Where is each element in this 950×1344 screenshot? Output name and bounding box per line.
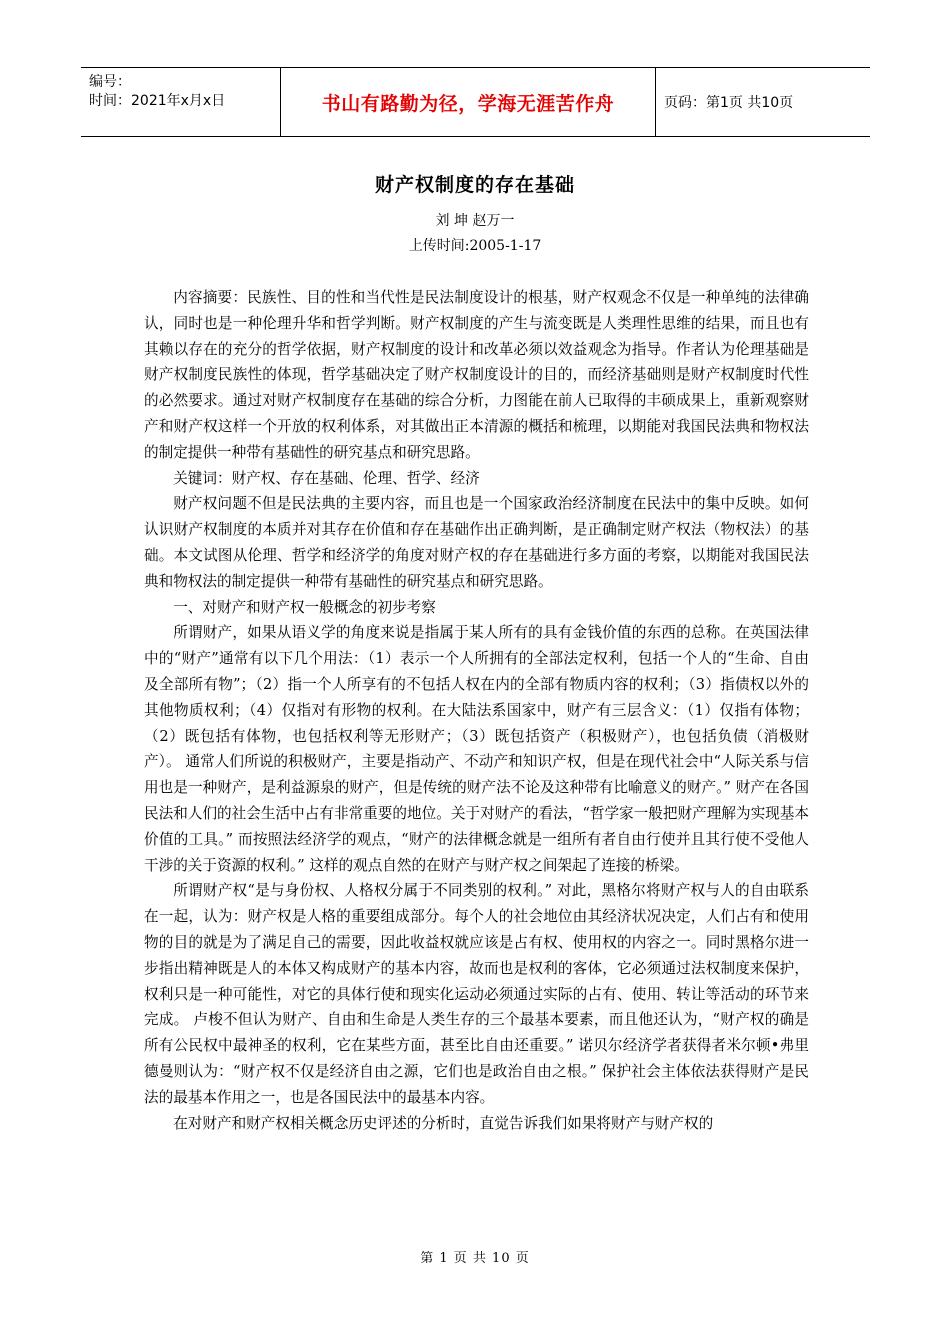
abstract-paragraph: 内容摘要：民族性、目的性和当代性是民法制度设计的根基，财产权观念不仅是一种单纯的法律确认，同时也是一种伦理升华和哲学判断。财产权制度的产生与流变既是人类理性思维的结果，而且也有其赖以存在的充分的哲学依据，财产权制度的设计和改革必须以效益观念为指导。作者认为伦理基础是财产权制度民族性的体现，哲学基础决定了财产权制度设计的目的，而经济基础则是财产权制度时代性的必然要求。通过对财产权制度存在基础的综合分析，力图能在前人已取得的丰硕成果上，重新观察财产和财产权这样一个开放的权利体系，对其做出正本清源的概括和梳理，以期能对我国民法典和物权法的制定提供一种带有基础性的研究基点和研究思路。 xyxy=(144,289,809,461)
body-paragraph: 所谓财产权“是与身份权、人格权分属于不同类别的权利。” 对此，黑格尔将财产权与人的自由联系在一起，认为：财产权是人格的重要组成部分。每个人的社会地位由其经济状况决定，人们占有和使用物的目的就是为了满足自己的需要，因此收益权就应该是占有权、使用权的内容之一。同时黑格尔进一步指出精神既是人的本体又构成财产的基本内容，故而也是权利的客体，它必须通过法权制度来保护，权利只是一种可能性，对它的具体行使和现实化运动必须通过实际的占有、使用、转让等活动的环节来完成。 卢梭不但认为财产、自由和生命是人类生存的三个最基本要素，而且他还认为，“财产权的确是所有公民权中最神圣的权利，它在某些方面，甚至比自由还重要。” 诺贝尔经济学者获得者米尔顿•弗里德曼则认为：“财产权不仅是经济自由之源，它们也是政治自由之根。” 保护社会主体依法获得财产是民法的最基本作用之一，也是各国民法中的最基本内容。 xyxy=(144,882,809,1106)
keywords-paragraph: 关键词：财产权、存在基础、伦理、哲学、经济 xyxy=(173,469,480,487)
section-heading: 一、对财产和财产权一般概念的初步考察 xyxy=(173,598,436,616)
article-upload-time: 上传时间:2005-1-17 xyxy=(408,238,542,254)
page-footer: 第 1 页 共 10 页 xyxy=(420,1251,530,1266)
number-label: 编号： xyxy=(89,74,131,90)
header-info-cell xyxy=(81,68,281,136)
body-paragraph: 财产权问题不但是民法典的主要内容，而且也是一个国家政治经济制度在民法中的集中反映。如何认识财产权制度的本质并对其存在价值和存在基础作出正确判断，是正确制定财产权法（物权法）的基础。本文试图从伦理、哲学和经济学的角度对财产权的存在基础进行多方面的考察，以期能对我国民法典和物权法的制定提供一种带有基础性的研究基点和研究思路。 xyxy=(144,495,809,590)
article-title: 财产权制度的存在基础 xyxy=(374,174,575,196)
article-body xyxy=(144,285,809,1136)
document-header xyxy=(81,67,870,137)
body-paragraph: 所谓财产，如果从语义学的角度来说是指属于某人所有的具有金钱价值的东西的总称。在英国法律中的“财产”通常有以下几个用法：（1）表示一个人所拥有的全部法定权利，包括一个人的“生命、自由及全部所有物”；（2）指一个人所享有的不包括人权在内的全部有物质内容的权利；（3）指债权以外的其他物质权利；（4）仅指对有形物的权利。在大陆法系国家中，财产有三层含义：（1）仅指有体物；（2）既包括有体物，也包括权利等无形财产；（3）既包括资产（积极财产），也包括负债（消极财产）。 通常人们所说的积极财产，主要是指动产、不动产和知识产权，但是在现代社会中“人际关系与信用也是一种财产，是利益源泉的财产，但是传统的财产法不论及这种带有比喻意义的财产。” 财产在各国民法和人们的社会生活中占有非常重要的地位。关于对财产的看法，“哲学家一般把财产理解为实现基本价值的工具。” 而按照法经济学的观点，“财产的法律概念就是一组所有者自由行使并且其行使不受他人干涉的关于资源的权利。” 这样的观点自然的在财产与财产权之间架起了连接的桥梁。 xyxy=(144,624,809,874)
header-motto: 书山有路勤为径，学海无涯苦作舟 xyxy=(281,68,656,136)
body-paragraph: 在对财产和财产权相关概念历史评述的分析时，直觉告诉我们如果将财产与财产权的 xyxy=(173,1114,714,1132)
article-authors: 刘 坤 赵万一 xyxy=(435,213,515,229)
date-label: 时间：2021年x月x日 xyxy=(89,93,226,109)
header-page-info: 页码：第1页 共10页 xyxy=(664,95,794,111)
